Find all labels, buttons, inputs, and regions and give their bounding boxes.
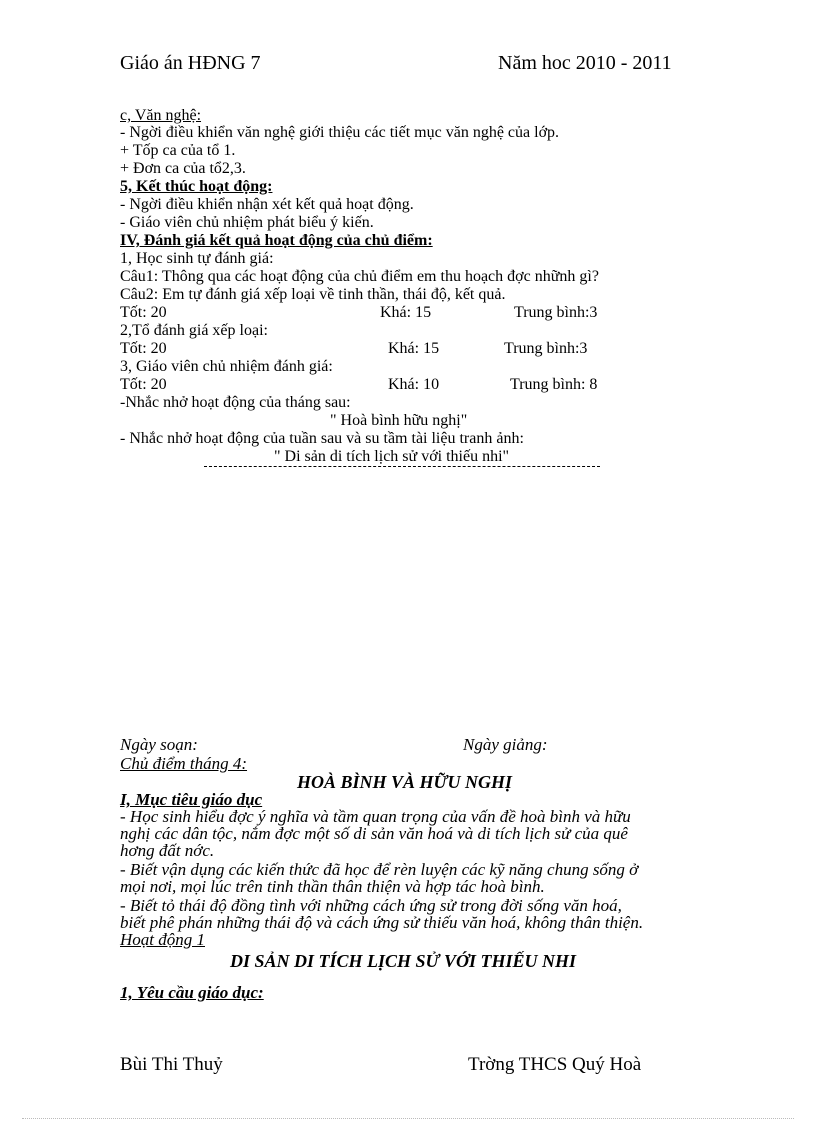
score-good: Tốt: 20 — [120, 376, 167, 393]
score-good: Tốt: 20 — [120, 304, 167, 321]
text-line: 2,Tổ đánh giá xếp loại: — [120, 322, 268, 339]
text-line: - Học sinh hiểu đợc ý nghĩa và tầm quan trọng của vấn đề hoà bình và hữu — [120, 807, 631, 826]
text-line: nghị các dân tộc, nắm đợc một số di sản văn hoá và di tích lịch sử của quê — [120, 824, 628, 843]
page-bottom-rule — [22, 1118, 794, 1119]
text-line: Câu2: Em tự đánh giá xếp loại về tinh thần, thái độ, kết quả. — [120, 286, 506, 303]
van-nghe-heading: c, Văn nghệ: — [120, 107, 202, 124]
score-avg: Trung bình: 8 — [510, 376, 598, 393]
header-left: Giáo án HĐNG 7 — [120, 52, 261, 74]
text-line: - Biết vận dụng các kiến thức đã học để rèn luyện các kỹ năng chung sống ở — [120, 860, 639, 879]
hoat-dong-label: Hoạt động 1 — [120, 930, 205, 949]
activity-title: DI SẢN DI TÍCH LỊCH SỬ VỚI THIẾU NHI — [230, 951, 577, 971]
text-line: hơng đất nớc. — [120, 841, 215, 860]
footer-left: Bùi Thi Thuỷ — [120, 1054, 223, 1075]
topic-line: " Hoà bình hữu nghị" — [330, 412, 468, 429]
ngay-soan-label: Ngày soạn: — [120, 735, 198, 754]
main-title: HOÀ BÌNH VÀ HỮU NGHỊ — [297, 772, 512, 792]
score-fair: Khá: 15 — [380, 304, 432, 321]
muc-tieu-heading: I, Mục tiêu giáo dục — [120, 790, 263, 809]
text-line: 3, Giáo viên chủ nhiệm đánh giá: — [120, 358, 333, 375]
text-line: - Nhắc nhở hoạt động của tuần sau và su tầm tài liệu tranh ảnh: — [120, 430, 524, 447]
score-fair: Khá: 15 — [388, 340, 440, 357]
topic-line: " Di sản di tích lịch sử với thiếu nhi" — [274, 448, 510, 465]
ket-thuc-heading: 5, Kết thúc hoạt động: — [120, 178, 273, 195]
score-fair: Khá: 10 — [388, 376, 440, 393]
text-line: - Biết tỏ thái độ đồng tình với những cách ứng sử trong đời sống văn hoá, — [120, 896, 622, 915]
score-good: Tốt: 20 — [120, 340, 167, 357]
text-line: + Đơn ca của tổ2,3. — [120, 160, 246, 177]
score-avg: Trung bình:3 — [514, 304, 598, 321]
score-avg: Trung bình:3 — [504, 340, 588, 357]
text-line: 1, Học sinh tự đánh giá: — [120, 250, 274, 267]
text-line: biết phê phán những thái độ và cách ứng sử thiếu văn hoá, không thân thiện. — [120, 913, 644, 932]
text-line: + Tốp ca của tổ 1. — [120, 142, 236, 159]
footer-right: Trờng THCS Quý Hoà — [468, 1054, 642, 1075]
chu-diem-label: Chủ điểm tháng 4: — [120, 754, 248, 773]
dashed-separator — [204, 466, 600, 467]
yeu-cau-heading: 1, Yêu cầu giáo dục: — [120, 983, 264, 1002]
text-line: mọi nơi, mọi lúc trên tinh thần thân thiện và hợp tác hoà bình. — [120, 877, 545, 896]
text-line: -Nhắc nhở hoạt động của tháng sau: — [120, 394, 351, 411]
ngay-giang-label: Ngày giảng: — [463, 735, 548, 754]
danh-gia-heading: IV, Đánh giá kết quả hoạt động của chủ điểm: — [120, 232, 433, 249]
text-line: Câu1: Thông qua các hoạt động của chủ điểm em thu hoạch đợc nhữnh gì? — [120, 268, 599, 285]
header-right: Năm hoc 2010 - 2011 — [498, 52, 672, 74]
text-line: - Ngời điều khiển nhận xét kết quả hoạt động. — [120, 196, 414, 213]
text-line: - Ngời điều khiển văn nghệ giới thiệu các tiết mục văn nghệ của lớp. — [120, 124, 560, 141]
text-line: - Giáo viên chủ nhiệm phát biểu ý kiến. — [120, 214, 374, 231]
